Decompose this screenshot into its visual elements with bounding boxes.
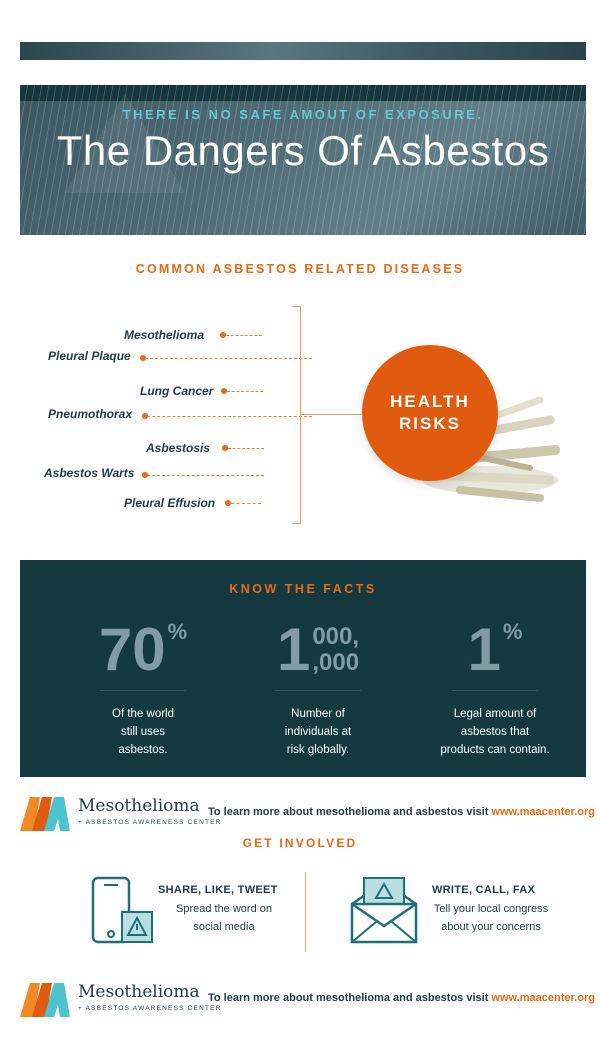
maa-logo-icon xyxy=(20,797,70,831)
brand-message-text: To learn more about mesothelioma and asbestos visit xyxy=(208,992,492,1004)
dashed-connector xyxy=(231,503,261,504)
disease-item-asbestos-warts xyxy=(44,464,134,482)
disease-label: Mesothelioma xyxy=(124,328,205,342)
bullet-dot-icon xyxy=(140,355,146,361)
brand-subtitle: + ASBESTOS AWARENESS CENTER xyxy=(78,1005,222,1012)
hero-banner xyxy=(20,85,586,235)
fact-line-text: Number of xyxy=(291,708,345,720)
fact-line-text: asbestos that xyxy=(460,726,530,738)
dashed-connector xyxy=(142,416,312,417)
get-involved-title xyxy=(0,834,600,850)
bullet-dot-icon xyxy=(142,413,148,419)
fact-item-world-usage xyxy=(58,618,228,759)
share-description xyxy=(152,900,296,936)
disease-item-asbestosis xyxy=(146,439,264,457)
brand-footer-top xyxy=(20,794,595,838)
fact-number-stack xyxy=(312,618,359,676)
fact-line-text: Of the world xyxy=(112,708,174,720)
disease-label: Pneumothorax xyxy=(48,407,133,421)
fact-unit: % xyxy=(167,619,188,644)
dashed-connector xyxy=(140,358,312,359)
brand-message xyxy=(208,992,595,1004)
bullet-dot-icon xyxy=(142,472,148,478)
hero-kicker: THERE IS NO SAFE AMOUT OF EXPOSURE. xyxy=(122,107,484,122)
envelope-warning-icon xyxy=(348,874,420,946)
fact-item-legal-amount xyxy=(410,618,580,759)
fact-item-individuals-at-risk xyxy=(233,618,403,759)
write-description xyxy=(416,900,566,936)
fact-description xyxy=(58,705,228,759)
dashed-connector xyxy=(226,335,262,336)
fact-divider xyxy=(100,690,186,691)
fact-divider xyxy=(275,690,361,691)
bracket-link-line xyxy=(301,414,361,415)
brand-message-text: To learn more about mesothelioma and asbestos visit xyxy=(208,806,492,818)
fact-figure xyxy=(410,618,580,688)
disease-item-pleural-effusion xyxy=(124,494,261,512)
fact-line-text: risk globally. xyxy=(286,744,350,756)
brand-footer-bottom xyxy=(20,980,595,1024)
fact-line-text: individuals at xyxy=(284,726,352,738)
top-photo-strip xyxy=(20,42,586,60)
fact-figure xyxy=(58,618,228,688)
disease-label: Asbestos Warts xyxy=(44,466,135,480)
fact-description xyxy=(233,705,403,759)
facts-panel xyxy=(20,560,586,777)
disease-item-pleural-plaque xyxy=(48,347,131,365)
disease-label: Pleural Plaque xyxy=(48,349,131,363)
brand-message xyxy=(208,806,595,818)
write-heading: WRITE, CALL, FAX xyxy=(432,884,536,896)
fact-unit: % xyxy=(502,619,523,644)
maa-logo-icon xyxy=(20,983,70,1017)
fact-number-part: ,000 xyxy=(312,649,360,676)
health-risks-line-2: RISKS xyxy=(399,414,461,433)
disease-item-mesothelioma xyxy=(124,326,262,344)
dashed-connector xyxy=(228,448,264,449)
fact-line-text: still uses xyxy=(120,726,166,738)
brand-url-link[interactable]: www.maacenter.org xyxy=(491,992,595,1004)
dashed-connector xyxy=(227,391,263,392)
fact-figure xyxy=(233,618,403,688)
fact-line-text: asbestos. xyxy=(118,744,168,756)
get-involved-title-text: GET INVOLVED xyxy=(242,836,358,850)
fact-number-part: 000, xyxy=(312,623,360,650)
fact-line-text: products can contain. xyxy=(440,744,550,756)
phone-warning-icon xyxy=(90,876,156,946)
bracket-connector xyxy=(292,306,301,524)
fact-description xyxy=(410,705,580,759)
health-risks-line-1: HEALTH xyxy=(390,392,470,411)
disease-label: Pleural Effusion xyxy=(124,496,216,510)
write-line-text: about your concerns xyxy=(441,921,541,933)
brand-name: Mesothelioma xyxy=(78,982,200,1002)
page-title: The Dangers Of Asbestos xyxy=(56,127,550,174)
share-line-text: Spread the word on xyxy=(175,903,272,915)
disease-item-lung-cancer xyxy=(140,382,263,400)
brand-subtitle: + ASBESTOS AWARENESS CENTER xyxy=(78,819,222,826)
dashed-connector xyxy=(142,475,264,476)
share-heading: SHARE, LIKE, TWEET xyxy=(158,884,278,896)
fact-number: 1 xyxy=(276,616,311,683)
health-risks-circle xyxy=(362,345,498,481)
share-line-text: social media xyxy=(193,921,255,933)
actions-divider xyxy=(305,872,306,952)
disease-label: Lung Cancer xyxy=(140,384,214,398)
fact-number: 70 xyxy=(98,616,166,683)
fact-number: 1 xyxy=(467,616,501,683)
brand-name: Mesothelioma xyxy=(78,796,200,816)
disease-item-pneumothorax xyxy=(48,405,132,423)
brand-url-link[interactable]: www.maacenter.org xyxy=(491,806,595,818)
write-line-text: Tell your local congress xyxy=(433,903,549,915)
diseases-section-title: COMMON ASBESTOS RELATED DISEASES xyxy=(135,262,465,276)
facts-title: KNOW THE FACTS xyxy=(229,582,377,596)
fact-line-text: Legal amount of xyxy=(453,708,537,720)
disease-label: Asbestosis xyxy=(146,441,211,455)
fact-divider xyxy=(452,690,538,691)
